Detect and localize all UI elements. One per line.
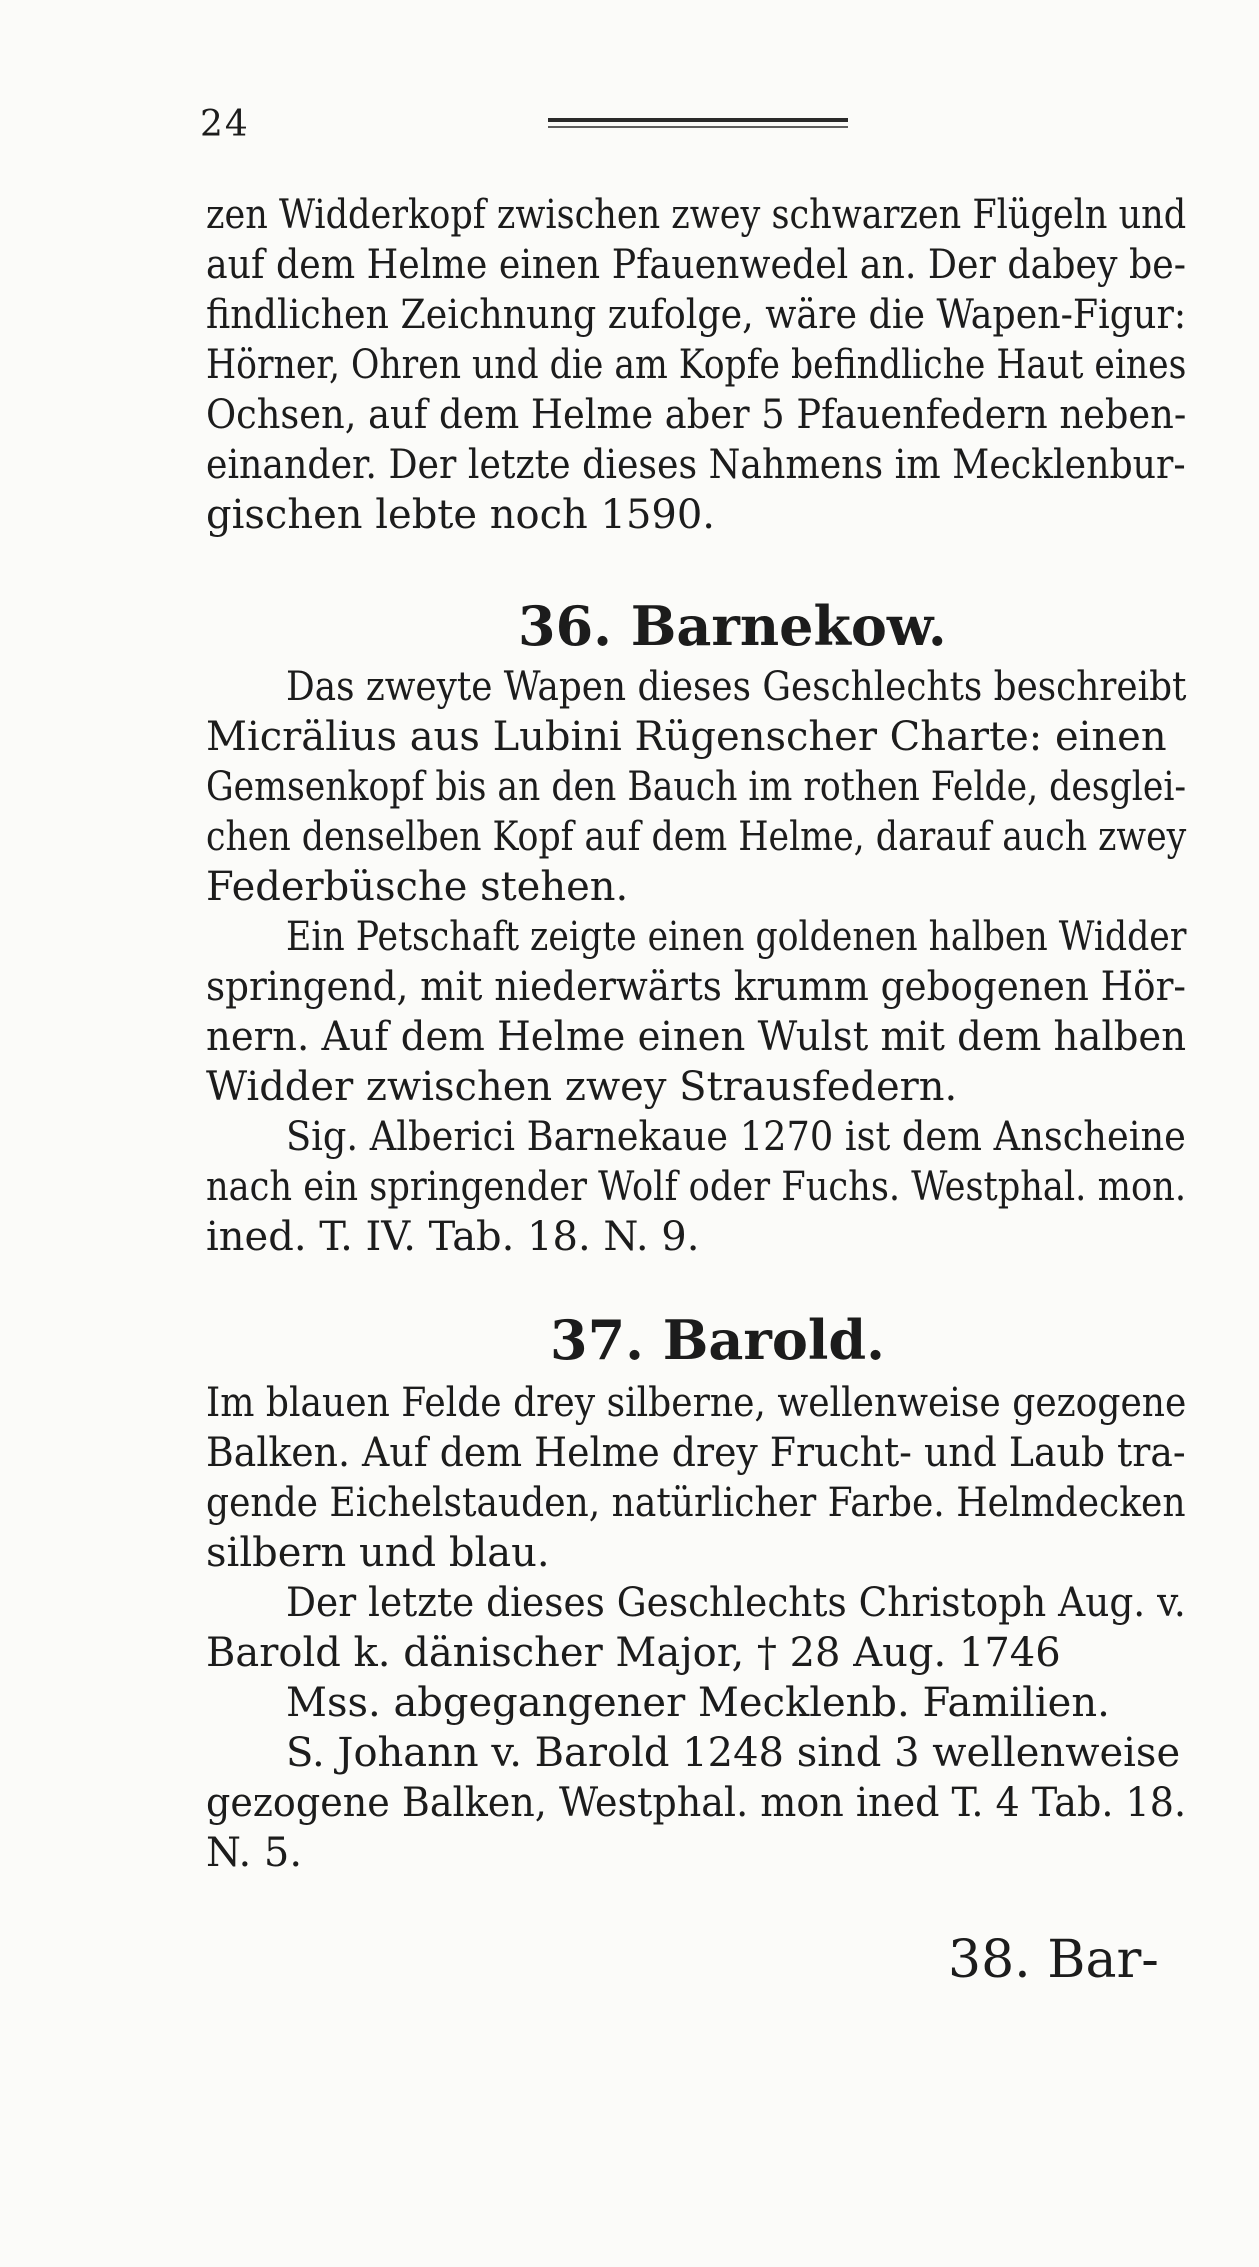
text-line: gischen lebte noch 1590.	[206, 492, 716, 538]
text-line: auf dem Helme einen Pfauenwedel an. Der dabey be-	[206, 242, 1186, 288]
text-line: chen denselben Kopf auf dem Helme, darauf auch zwey	[206, 814, 1187, 860]
header-rule	[548, 118, 848, 132]
text-line: Barold k. dänischer Major, † 28 Aug. 1746	[206, 1630, 1061, 1676]
page-number: 24	[200, 104, 250, 145]
text-line: Der letzte dieses Geschlechts Christoph Aug. v.	[286, 1580, 1186, 1626]
text-line: einander. Der letzte dieses Nahmens im Mecklenbur-	[206, 442, 1186, 488]
text-line: Das zweyte Wapen dieses Geschlechts beschreibt	[286, 664, 1187, 710]
text-line: nern. Auf dem Helme einen Wulst mit dem halben	[206, 1014, 1187, 1060]
text-line: Widder zwischen zwey Strausfedern.	[206, 1064, 958, 1110]
text-line: gende Eichelstauden, natürlicher Farbe. Helmdecken	[206, 1480, 1186, 1526]
text-line: Ein Petschaft zeigte einen goldenen halben Widder	[286, 914, 1187, 960]
text-line: findlichen Zeichnung zufolge, wäre die Wapen-Figur:	[206, 292, 1187, 338]
text-line: Mss. abgegangener Mecklenb. Familien.	[286, 1680, 1110, 1726]
section-title-36: 36. Barnekow.	[518, 594, 947, 658]
text-line: S. Johann v. Barold 1248 sind 3 wellenweise	[286, 1730, 1181, 1776]
text-line: Federbüsche stehen.	[206, 864, 629, 910]
text-line: ined. T. IV. Tab. 18. N. 9.	[206, 1214, 700, 1260]
text-line: Hörner, Ohren und die am Kopfe befindliche Haut eines	[206, 342, 1187, 388]
text-line: N. 5.	[206, 1830, 303, 1876]
text-line: nach ein springender Wolf oder Fuchs. Westphal. mon.	[206, 1164, 1187, 1210]
text-line: Gemsenkopf bis an den Bauch im rothen Felde, desglei-	[206, 764, 1187, 810]
catchword: 38. Bar-	[948, 1930, 1159, 1990]
text-line: Im blauen Felde drey silberne, wellenweise gezogene	[206, 1380, 1187, 1426]
text-line: zen Widderkopf zwischen zwey schwarzen Flügeln und	[206, 192, 1187, 238]
text-line: Balken. Auf dem Helme drey Frucht- und Laub tra-	[206, 1430, 1186, 1476]
text-line: springend, mit niederwärts krumm gebogenen Hör-	[206, 964, 1186, 1010]
text-line: gezogene Balken, Westphal. mon ined T. 4 Tab. 18.	[206, 1780, 1187, 1826]
text-line: Sig. Alberici Barnekaue 1270 ist dem Anscheine	[286, 1114, 1186, 1160]
section-title-37: 37. Barold.	[550, 1308, 885, 1372]
text-line: Micrälius aus Lubini Rügenscher Charte: einen	[206, 714, 1167, 760]
text-line: Ochsen, auf dem Helme aber 5 Pfauenfedern neben-	[206, 392, 1187, 438]
text-line: silbern und blau.	[206, 1530, 550, 1576]
